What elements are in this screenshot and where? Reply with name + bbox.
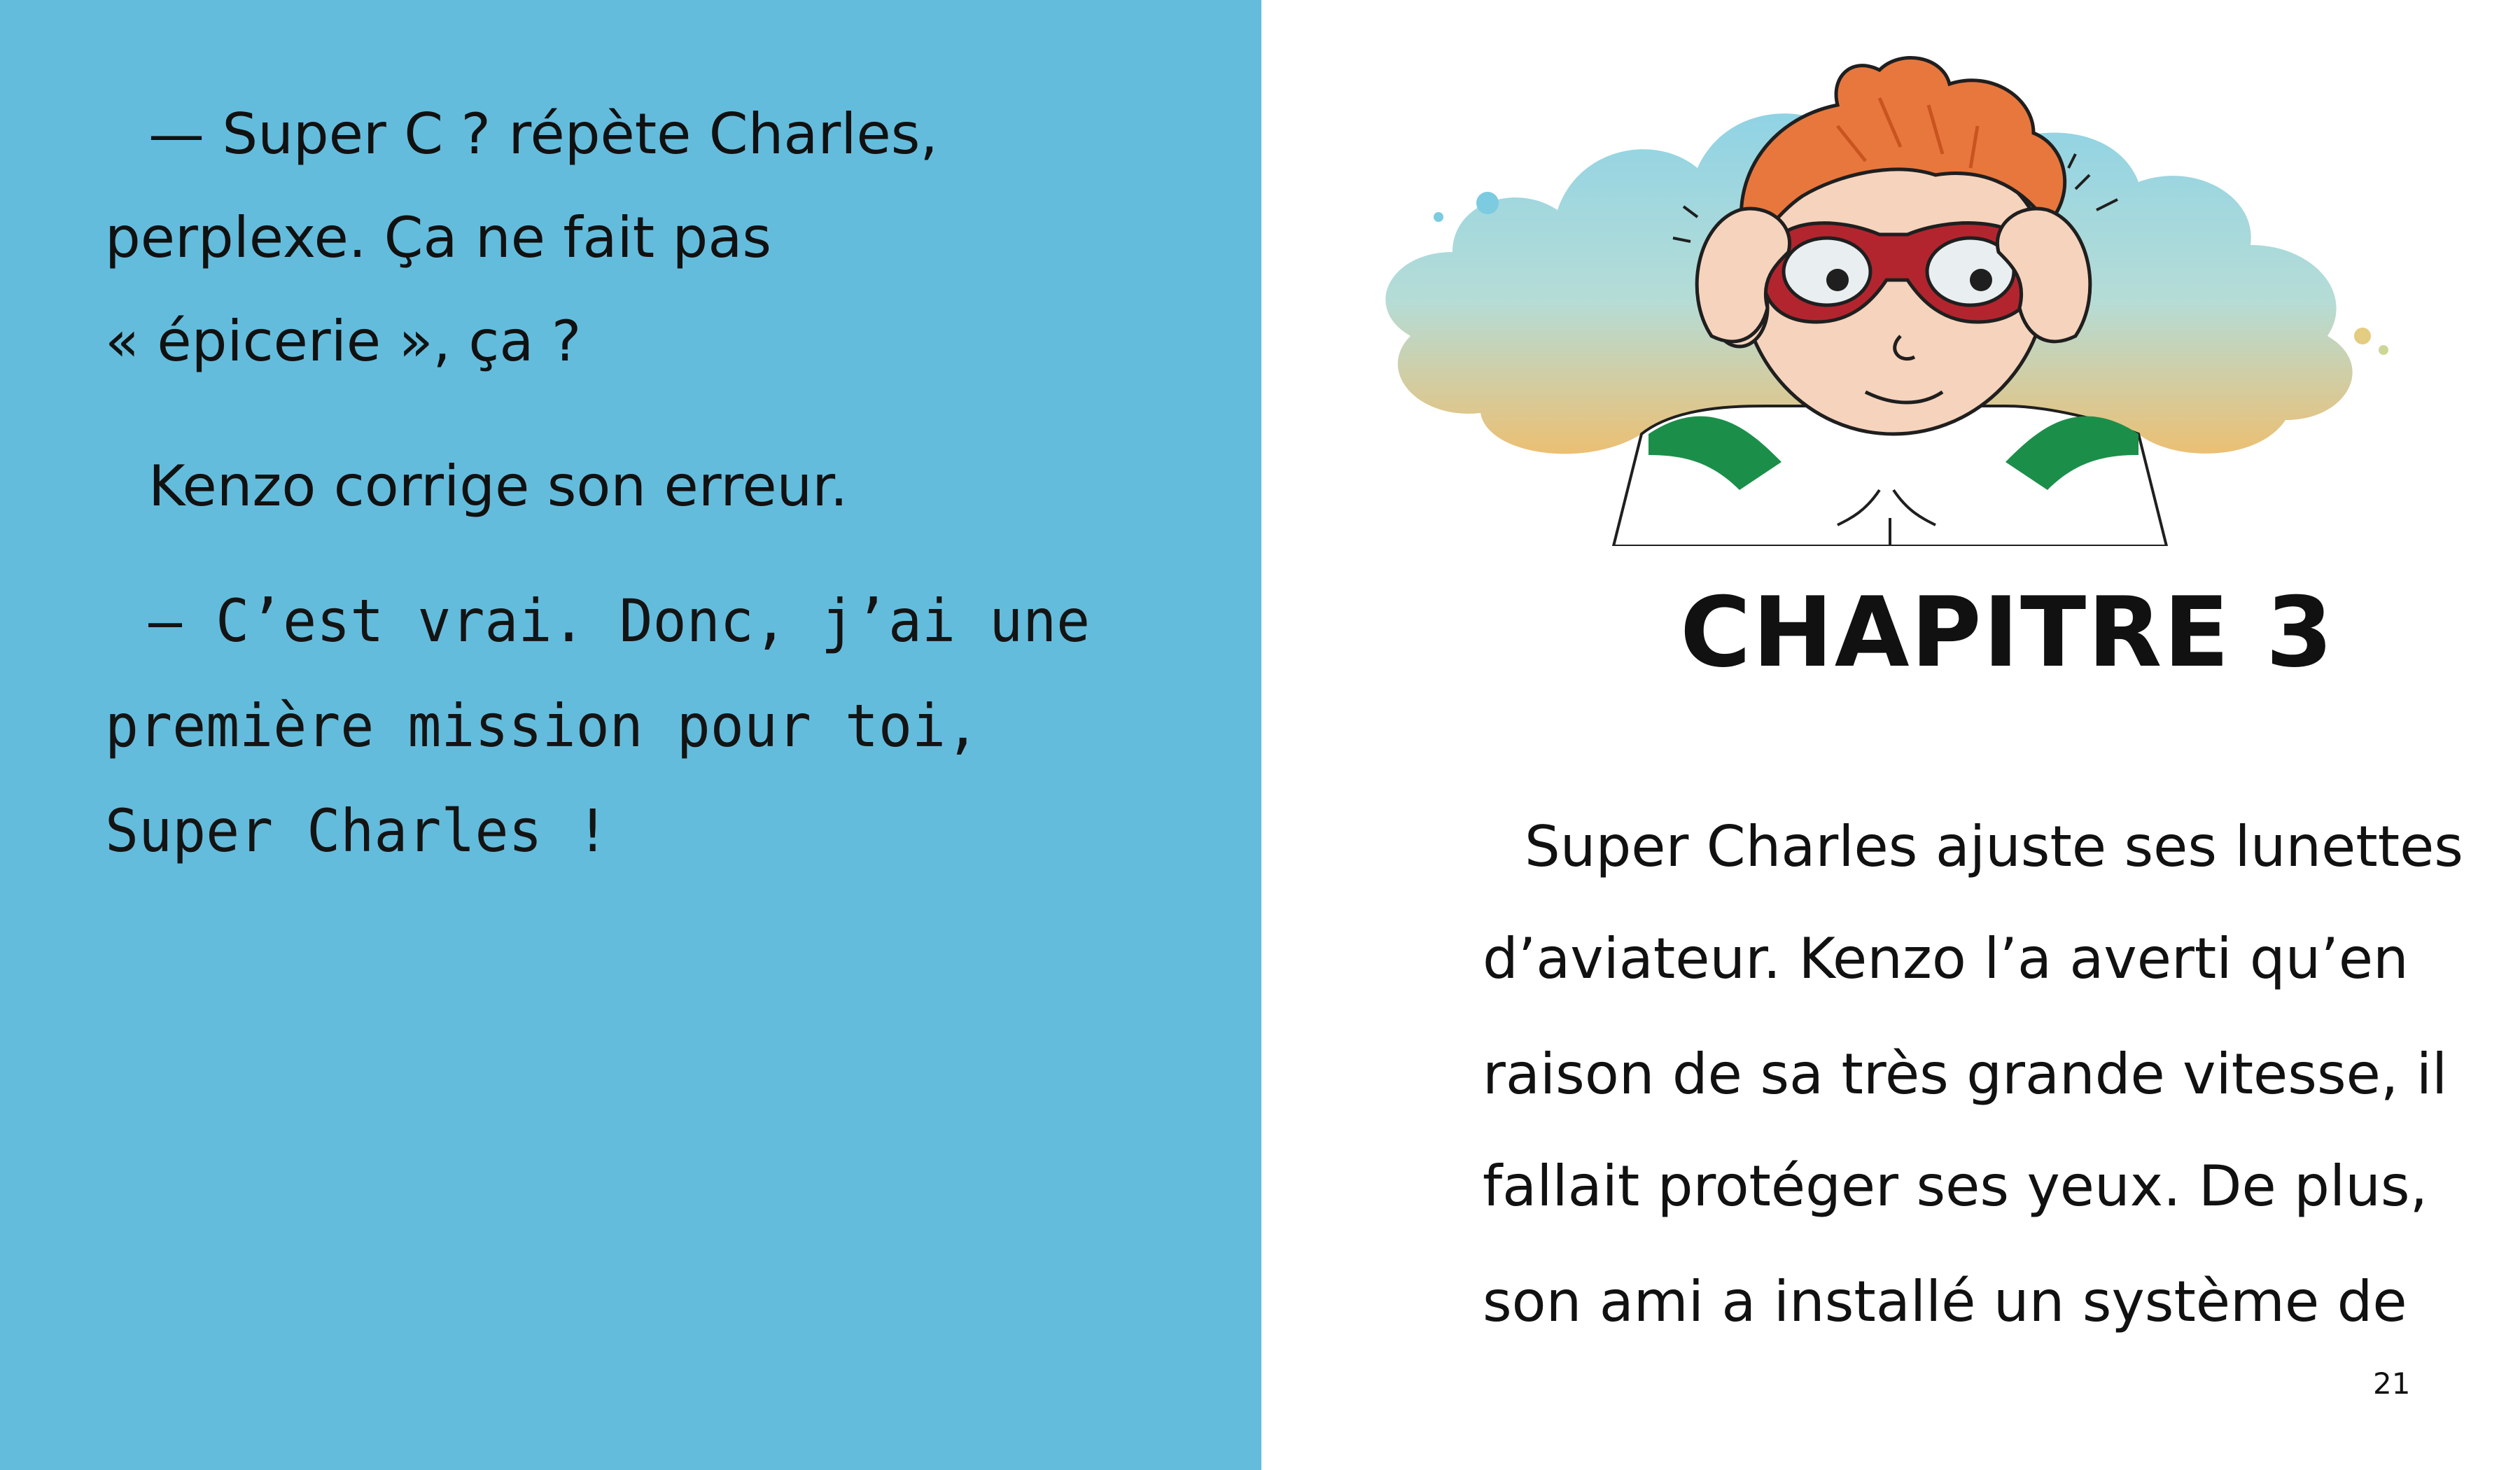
- paragraph-line: fallait protéger ses yeux. De plus,: [1483, 1154, 2428, 1219]
- text-line: perplexe. Ça ne fait pas: [105, 205, 772, 270]
- text-line: « épicerie », ça ?: [105, 309, 582, 374]
- handwritten-line: première mission pour toi,: [105, 692, 980, 760]
- text-line: Kenzo corrige son erreur.: [148, 454, 848, 519]
- handwritten-line: Super Charles !: [105, 797, 610, 865]
- boy-goggles-illustration: [1348, 42, 2426, 546]
- paragraph-line: d’aviateur. Kenzo l’a averti qu’en: [1483, 926, 2409, 991]
- chapter-title: CHAPITRE 3: [1680, 576, 2334, 689]
- page-number: 21: [2373, 1366, 2411, 1401]
- paragraph-line: raison de sa très grande vitesse, il: [1483, 1042, 2448, 1107]
- text-line: — Super C ? répète Charles,: [148, 102, 938, 167]
- paragraph-line: Super Charles ajuste ses lunettes: [1525, 814, 2463, 879]
- handwritten-line: — C’est vrai. Donc, j’ai une: [148, 587, 1091, 655]
- paragraph-line: son ami a installé un système de: [1483, 1269, 2407, 1334]
